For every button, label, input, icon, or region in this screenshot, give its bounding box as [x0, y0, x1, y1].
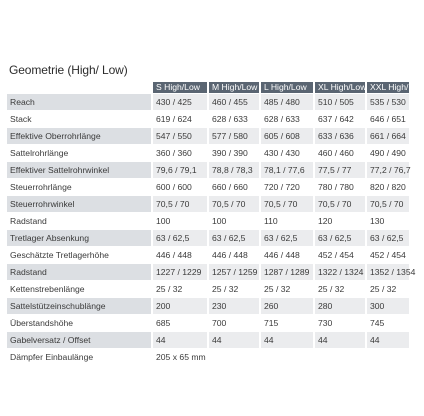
row-label: Geschätzte Tretlagerhöhe: [7, 247, 151, 263]
table-cell: [313, 349, 365, 365]
table-cell: 628 / 633: [207, 111, 259, 127]
table-cell: 205 x 65 mm: [151, 349, 207, 365]
table-cell: 70,5 / 70: [259, 196, 313, 212]
table-cell: 63 / 62,5: [207, 230, 259, 246]
table-cell: 577 / 580: [207, 128, 259, 144]
table-row: [7, 230, 409, 246]
table-row: [7, 179, 409, 195]
table-cell: 1257 / 1259: [207, 264, 259, 280]
table-cell: 78,8 / 78,3: [207, 162, 259, 178]
table-cell: 535 / 530: [365, 94, 409, 110]
table-cell: 780 / 780: [313, 179, 365, 195]
table-cell: 100: [151, 213, 207, 229]
row-label: Effektive Oberrohrlänge: [7, 128, 151, 144]
table-cell: 25 / 32: [259, 281, 313, 297]
table-cell: 633 / 636: [313, 128, 365, 144]
table-row: [7, 145, 409, 161]
table-cell: 628 / 633: [259, 111, 313, 127]
table-cell: 460 / 460: [313, 145, 365, 161]
row-label: Kettenstrebenlänge: [7, 281, 151, 297]
table-row: [7, 349, 409, 365]
table-cell: 430 / 430: [259, 145, 313, 161]
table-row: [7, 332, 409, 348]
table-cell: 44: [151, 332, 207, 348]
column-header-s: S High/Low: [151, 82, 207, 93]
table-cell: 600 / 600: [151, 179, 207, 195]
table-cell: 661 / 664: [365, 128, 409, 144]
table-cell: 200: [151, 298, 207, 314]
table-cell: 1227 / 1229: [151, 264, 207, 280]
table-cell: 70,5 / 70: [365, 196, 409, 212]
table-cell: 700: [207, 315, 259, 331]
table-cell: [207, 349, 259, 365]
table-cell: 77,2 / 76,7: [365, 162, 409, 178]
table-cell: 1322 / 1324: [313, 264, 365, 280]
table-row: [7, 94, 409, 110]
table-cell: 280: [313, 298, 365, 314]
table-cell: 660 / 660: [207, 179, 259, 195]
table-cell: 646 / 651: [365, 111, 409, 127]
header-corner: [7, 82, 151, 93]
table-cell: 485 / 480: [259, 94, 313, 110]
row-label: Radstand: [7, 213, 151, 229]
table-cell: 63 / 62,5: [313, 230, 365, 246]
table-cell: 130: [365, 213, 409, 229]
table-cell: 79,6 / 79,1: [151, 162, 207, 178]
column-header-m: M High/Low: [207, 82, 259, 93]
row-label: Überstandshöhe: [7, 315, 151, 331]
row-label: Dämpfer Einbaulänge: [7, 349, 151, 365]
table-cell: 25 / 32: [207, 281, 259, 297]
table-row: [7, 281, 409, 297]
table-cell: [365, 349, 409, 365]
table-cell: 446 / 448: [259, 247, 313, 263]
column-header-l: L High/Low: [259, 82, 313, 93]
table-cell: 44: [207, 332, 259, 348]
row-label: Sattelrohrlänge: [7, 145, 151, 161]
table-cell: 25 / 32: [313, 281, 365, 297]
table-row: [7, 264, 409, 280]
table-row: [7, 298, 409, 314]
table-header-row: [7, 82, 409, 93]
row-label: Steuerrohrlänge: [7, 179, 151, 195]
table-cell: 77,5 / 77: [313, 162, 365, 178]
row-label: Effektiver Sattelrohrwinkel: [7, 162, 151, 178]
table-cell: 25 / 32: [151, 281, 207, 297]
table-cell: 25 / 32: [365, 281, 409, 297]
table-cell: 820 / 820: [365, 179, 409, 195]
row-label: Steuerrohrwinkel: [7, 196, 151, 212]
table-cell: 70,5 / 70: [313, 196, 365, 212]
table-cell: 685: [151, 315, 207, 331]
table-cell: 63 / 62,5: [365, 230, 409, 246]
table-cell: 490 / 490: [365, 145, 409, 161]
table-cell: 446 / 448: [207, 247, 259, 263]
table-cell: 78,1 / 77,6: [259, 162, 313, 178]
table-cell: 460 / 455: [207, 94, 259, 110]
row-label: Stack: [7, 111, 151, 127]
table-cell: 44: [313, 332, 365, 348]
geometry-table: [7, 81, 424, 366]
table-cell: 452 / 454: [313, 247, 365, 263]
table-cell: 619 / 624: [151, 111, 207, 127]
table-cell: 547 / 550: [151, 128, 207, 144]
column-header-xxl: XXL High/Low: [365, 82, 409, 93]
column-header-xl: XL High/Low: [313, 82, 365, 93]
table-cell: 605 / 608: [259, 128, 313, 144]
table-row: [7, 196, 409, 212]
table-cell: 63 / 62,5: [259, 230, 313, 246]
row-label: Sattelstützeinschublänge: [7, 298, 151, 314]
page-title: Geometrie (High/ Low): [9, 63, 128, 77]
table-cell: 44: [365, 332, 409, 348]
table-cell: 390 / 390: [207, 145, 259, 161]
table-cell: 63 / 62,5: [151, 230, 207, 246]
table-row: [7, 162, 409, 178]
table-cell: 230: [207, 298, 259, 314]
table-cell: 70,5 / 70: [207, 196, 259, 212]
table-cell: 1287 / 1289: [259, 264, 313, 280]
table-cell: 720 / 720: [259, 179, 313, 195]
row-label: Radstand: [7, 264, 151, 280]
table-cell: 360 / 360: [151, 145, 207, 161]
table-cell: 260: [259, 298, 313, 314]
table-cell: 300: [365, 298, 409, 314]
table-cell: 637 / 642: [313, 111, 365, 127]
table-cell: 120: [313, 213, 365, 229]
table-cell: 70,5 / 70: [151, 196, 207, 212]
table-cell: 730: [313, 315, 365, 331]
row-label: Gabelversatz / Offset: [7, 332, 151, 348]
table-row: [7, 315, 409, 331]
table-cell: 745: [365, 315, 409, 331]
table-cell: 44: [259, 332, 313, 348]
table-cell: 510 / 505: [313, 94, 365, 110]
table-cell: 452 / 454: [365, 247, 409, 263]
table-row: [7, 213, 409, 229]
table-cell: 430 / 425: [151, 94, 207, 110]
table-cell: 446 / 448: [151, 247, 207, 263]
table-cell: 715: [259, 315, 313, 331]
table-cell: 1352 / 1354: [365, 264, 409, 280]
table-row: [7, 128, 409, 144]
table-cell: [259, 349, 313, 365]
table-row: [7, 247, 409, 263]
row-label: Reach: [7, 94, 151, 110]
row-label: Tretlager Absenkung: [7, 230, 151, 246]
table-cell: 110: [259, 213, 313, 229]
table-row: [7, 111, 409, 127]
table-cell: 100: [207, 213, 259, 229]
